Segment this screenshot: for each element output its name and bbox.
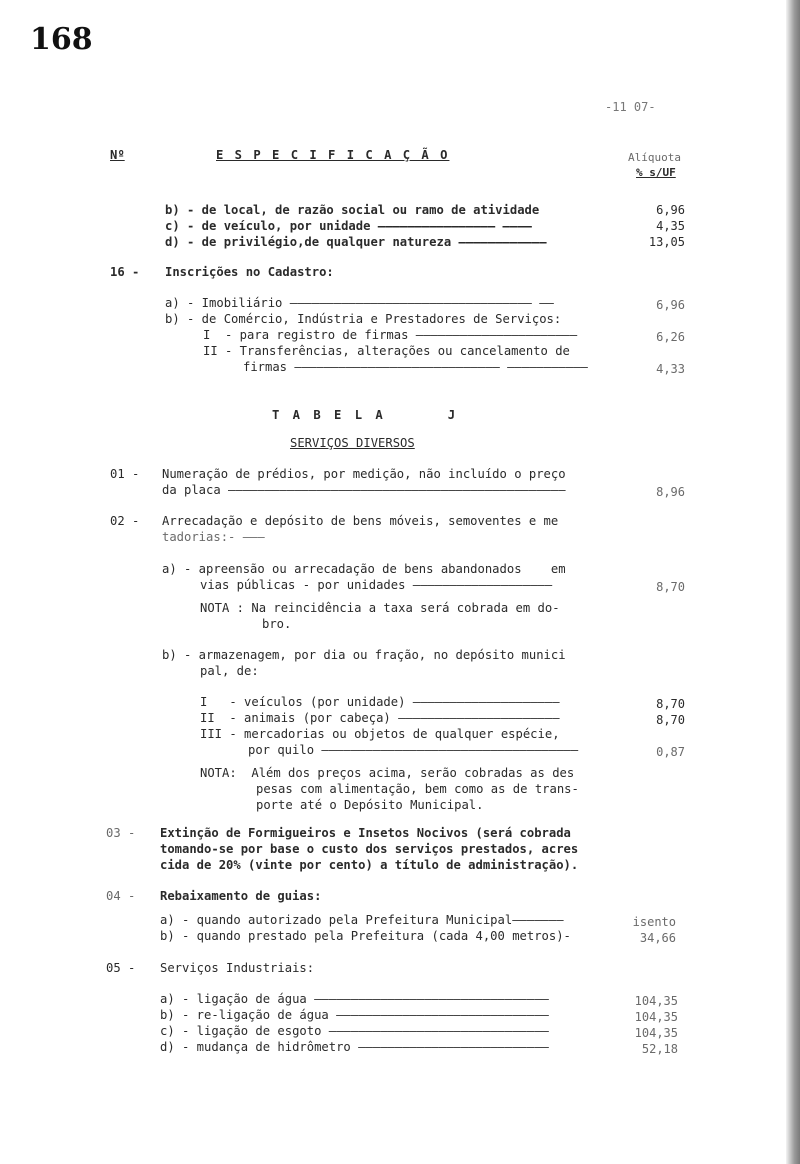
item04-b-value: 34,66 — [639, 931, 676, 945]
item02-a1: a) - apreensão ou arrecadação de bens abandonados em — [162, 562, 566, 576]
item02-nota-b2: pesas com alimentação, bem como as de trans- — [256, 782, 579, 796]
section16-a-text: a) - Imobiliário ————————————————————————————————— —— — [165, 296, 554, 310]
item02-nota1: NOTA : Na reincidência a taxa será cobrada em do- — [200, 601, 560, 615]
header-col-2: % s/UF — [636, 166, 676, 179]
section16-b-text: b) - de Comércio, Indústria e Prestadores de Serviços: — [165, 312, 562, 326]
item-b-value: 6,96 — [656, 203, 685, 217]
page-number: 168 — [30, 22, 93, 57]
item02-bii-text: II - animais (por cabeça) —————————————————————— — [200, 711, 560, 725]
item05-d-text: d) - mudança de hidrômetro —————————————————————————— — [160, 1040, 549, 1054]
item02-b1: b) - armazenagem, por dia ou fração, no depósito munici — [162, 648, 566, 662]
item-d-text: d) - de privilégio,de qualquer natureza ———————————— — [165, 235, 547, 249]
item02-nota-b1: NOTA: Além dos preços acima, serão cobradas as des — [200, 766, 575, 780]
item02-a2-value: 8,70 — [656, 580, 685, 594]
item01-number: 01 - — [110, 467, 140, 481]
item01-line2: da placa —————————————————————————————————————————————— — [162, 483, 566, 497]
item05-a-value: 104,35 — [634, 994, 678, 1008]
section16-b2c-value: 4,33 — [656, 362, 685, 376]
item01-value: 8,96 — [656, 485, 685, 499]
section16-b1-text: I - para registro de firmas —————————————————————— — [203, 328, 578, 342]
item02-biii2-value: 0,87 — [656, 745, 685, 759]
section16-b2c-text: firmas ———————————————————————————— ——————————— — [243, 360, 588, 374]
item05-title: Serviços Industriais: — [160, 961, 315, 975]
item04-a-text: a) - quando autorizado pela Prefeitura Municipal——————— — [160, 913, 564, 927]
item05-c-text: c) - ligação de esgoto —————————————————————————————— — [160, 1024, 549, 1038]
item05-d-value: 52,18 — [641, 1042, 678, 1056]
item04-number: 04 - — [106, 889, 136, 903]
item-c-value: 4,35 — [656, 219, 685, 233]
item02-line1: Arrecadação e depósito de bens móveis, semoventes e me — [162, 514, 559, 528]
item-b-text: b) - de local, de razão social ou ramo de atividade — [165, 203, 540, 217]
item02-biii2-text: por quilo ——————————————————————————————————— — [248, 743, 579, 757]
item02-nota2: bro. — [262, 617, 292, 631]
item02-line2: tadorias:- ——— — [162, 530, 265, 544]
item03-number: 03 - — [106, 826, 136, 840]
item02-nota-b3: porte até o Depósito Municipal. — [256, 798, 484, 812]
item04-title: Rebaixamento de guias: — [160, 889, 322, 903]
item-c-text: c) - de veículo, por unidade ———————————————— ———— — [165, 219, 532, 233]
item05-c-value: 104,35 — [634, 1026, 678, 1040]
section16-b1-value: 6,26 — [656, 330, 685, 344]
item03-line3: cida de 20% (vinte por cento) a título de administração). — [160, 858, 579, 872]
item04-b-text: b) - quando prestado pela Prefeitura (cada 4,00 metros)- — [160, 929, 571, 943]
section16-b2-text: II - Transferências, alterações ou cancelamento de — [203, 344, 570, 358]
tabela-subtitle: SERVIÇOS DIVERSOS — [290, 436, 415, 450]
section16-title: Inscrições no Cadastro: — [165, 265, 334, 279]
top-reference: -11 07- — [605, 100, 656, 114]
section16-a-value: 6,96 — [656, 298, 685, 312]
item-d-value: 13,05 — [648, 235, 685, 249]
section16-number: 16 - — [110, 265, 140, 279]
item02-biii1: III - mercadorias ou objetos de qualquer espécie, — [200, 727, 560, 741]
item02-bi-value: 8,70 — [656, 697, 685, 711]
tabela-title: T A B E L A J — [272, 408, 459, 422]
item03-line2: tomando-se por base o custo dos serviços prestados, acres — [160, 842, 579, 856]
item05-b-value: 104,35 — [634, 1010, 678, 1024]
item04-a-value: isento — [632, 915, 676, 929]
item02-bi-text: I - veículos (por unidade) ———————————————————— — [200, 695, 560, 709]
item01-line1: Numeração de prédios, por medição, não incluído o preço — [162, 467, 566, 481]
item05-number: 05 - — [106, 961, 136, 975]
header-title: E S P E C I F I C A Ç Ã O — [216, 148, 450, 162]
item02-number: 02 - — [110, 514, 140, 528]
item02-bii-value: 8,70 — [656, 713, 685, 727]
item02-a2-text: vias públicas - por unidades ——————————————————— — [200, 578, 553, 592]
item03-line1: Extinção de Formigueiros e Insetos Nocivos (será cobrada — [160, 826, 571, 840]
header-col-1: Alíquota — [628, 151, 681, 164]
item02-b2: pal, de: — [200, 664, 259, 678]
item05-b-text: b) - re-ligação de água ————————————————————————————— — [160, 1008, 549, 1022]
page-edge-shadow — [786, 0, 800, 1164]
item05-a-text: a) - ligação de água ———————————————————————————————— — [160, 992, 549, 1006]
header-number: Nº — [110, 148, 125, 162]
